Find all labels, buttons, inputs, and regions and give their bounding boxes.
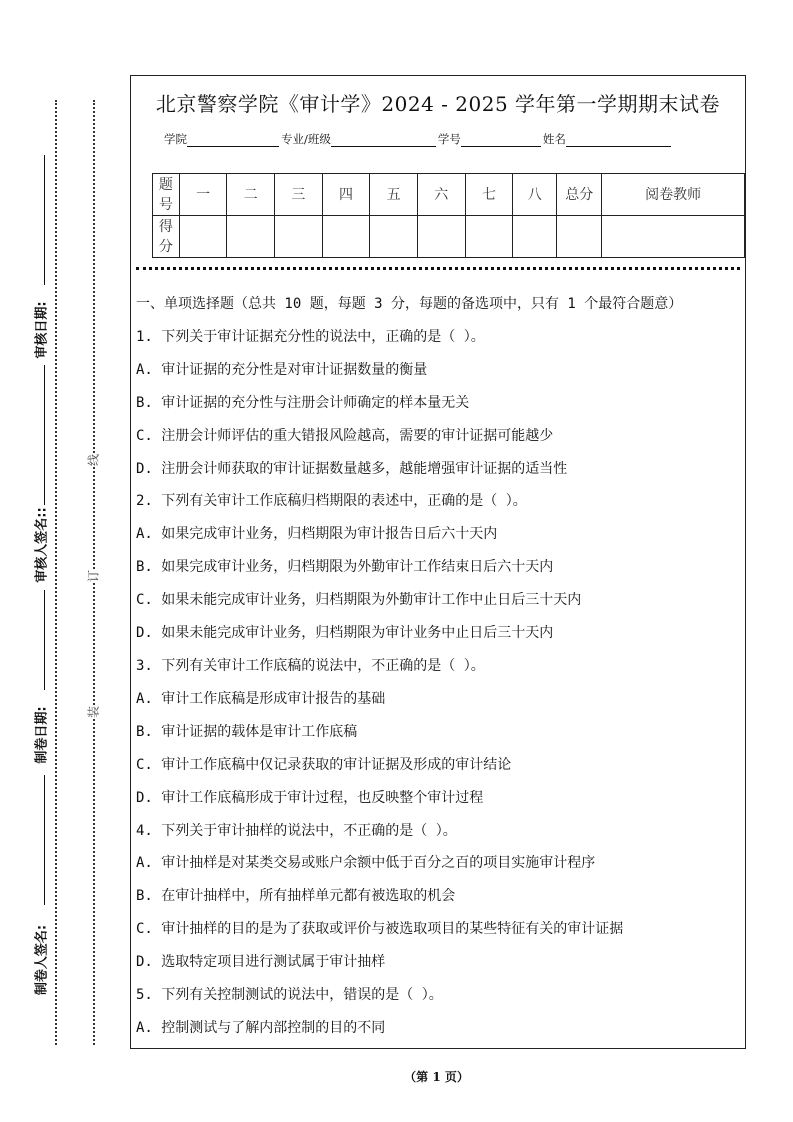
field-label: 学号 (437, 132, 461, 146)
student-info (164, 131, 673, 147)
answer-option: B. 审计证据的载体是审计工作底稿 (136, 723, 358, 740)
answer-option: A. 审计证据的充分性是对审计证据数量的衡量 (136, 361, 428, 378)
answer-option: D. 审计工作底稿形成于审计过程，也反映整个审计过程 (136, 789, 484, 806)
answer-option: A. 审计工作底稿是形成审计报告的基础 (136, 690, 386, 707)
answer-option: C. 审计抽样的目的是为了获取或评价与被选取项目的某些特征有关的审计证据 (136, 921, 624, 938)
answer-option: A. 控制测试与了解内部控制的目的不同 (136, 1019, 386, 1036)
score-cell[interactable] (602, 216, 745, 258)
answer-option: A. 如果完成审计业务，归档期限为审计报告日后六十天内 (136, 526, 498, 543)
question-stem: 3. 下列有关审计工作底稿的说法中，不正确的是（ ）。 (136, 657, 485, 674)
score-cell[interactable] (179, 216, 227, 258)
signature-line (44, 590, 45, 690)
score-cell[interactable] (227, 216, 275, 258)
section-divider (136, 267, 740, 270)
exam-title: 北京警察学院《审计学》2024 - 2025 学年第一学期期末试卷 (155, 92, 721, 116)
question-stem: 2. 下列有关审计工作底稿归档期限的表述中，正确的是（ ）。 (136, 493, 527, 510)
header-cell: 四 (322, 174, 370, 216)
binding-char: 线 (86, 453, 101, 467)
section-heading: 一、单项选择题（总共 10 题，每题 3 分，每题的备选项中，只有 1 个最符合题意） (136, 296, 683, 312)
page-number: （第 1 页） (404, 1070, 469, 1084)
answer-option: C. 如果未能完成审计业务，归档期限为外勤审计工作中止日后三十天内 (136, 592, 582, 609)
binding-char: 订 (86, 569, 101, 583)
answer-option: D. 如果未能完成审计业务，归档期限为审计业务中止日后三十天内 (136, 625, 554, 642)
answer-option: C. 审计工作底稿中仅记录获取的审计证据及形成的审计结论 (136, 756, 512, 773)
field-label: 学院 (164, 132, 187, 146)
review-date-label: 审核日期: (34, 301, 50, 359)
answer-option: B. 在审计抽样中，所有抽样单元都有被选取的机会 (136, 888, 456, 905)
score-table (152, 173, 745, 258)
row-label: 得分 (153, 216, 180, 258)
signature-line (44, 365, 45, 505)
question-stem: 5. 下列有关控制测试的说法中，错误的是（ ）。 (136, 987, 443, 1004)
signature-line (44, 775, 45, 905)
signature-line (44, 155, 45, 285)
class-field[interactable] (331, 132, 436, 147)
header-cell: 三 (275, 174, 323, 216)
answer-option: D. 选取特定项目进行测试属于审计抽样 (136, 954, 386, 971)
header-cell: 六 (417, 174, 465, 216)
maker-signature-label: 制卷人签名: (34, 924, 50, 996)
binding-char: 装 (86, 705, 101, 719)
score-cell[interactable] (275, 216, 323, 258)
field-label: 专业/班级 (281, 132, 331, 146)
header-cell: 二 (227, 174, 275, 216)
score-cell[interactable] (465, 216, 513, 258)
make-date-label: 制卷日期: (34, 706, 50, 764)
exam-frame (130, 75, 746, 1049)
header-cell: 七 (465, 174, 513, 216)
student-id-field[interactable] (461, 132, 541, 147)
question-stem: 4. 下列关于审计抽样的说法中，不正确的是（ ）。 (136, 822, 457, 839)
score-cell[interactable] (557, 216, 602, 258)
score-cell[interactable] (370, 216, 418, 258)
header-cell: 一 (179, 174, 227, 216)
score-cell[interactable] (417, 216, 465, 258)
score-cell[interactable] (513, 216, 557, 258)
header-cell: 题号 (153, 174, 180, 216)
header-cell: 阅卷教师 (602, 174, 745, 216)
answer-option: B. 审计证据的充分性与注册会计师确定的样本量无关 (136, 394, 470, 411)
header-cell: 总分 (557, 174, 602, 216)
answer-option: C. 注册会计师评估的重大错报风险越高，需要的审计证据可能越少 (136, 427, 554, 444)
name-field[interactable] (566, 132, 671, 147)
question-stem: 1. 下列关于审计证据充分性的说法中，正确的是（ ）。 (136, 328, 485, 345)
answer-option: D. 注册会计师获取的审计证据数量越多，越能增强审计证据的适当性 (136, 460, 568, 477)
field-label: 姓名 (542, 132, 566, 146)
answer-option: A. 审计抽样是对某类交易或账户余额中低于百分之百的项目实施审计程序 (136, 855, 596, 872)
questions (136, 288, 682, 1045)
header-cell: 五 (370, 174, 418, 216)
header-cell: 八 (513, 174, 557, 216)
college-field[interactable] (187, 132, 279, 147)
outer-dotted-line (55, 100, 57, 1045)
score-cell[interactable] (322, 216, 370, 258)
reviewer-signature-label: 审核人签名:: (34, 507, 50, 583)
answer-option: B. 如果完成审计业务，归档期限为外勤审计工作结束日后六十天内 (136, 559, 554, 576)
